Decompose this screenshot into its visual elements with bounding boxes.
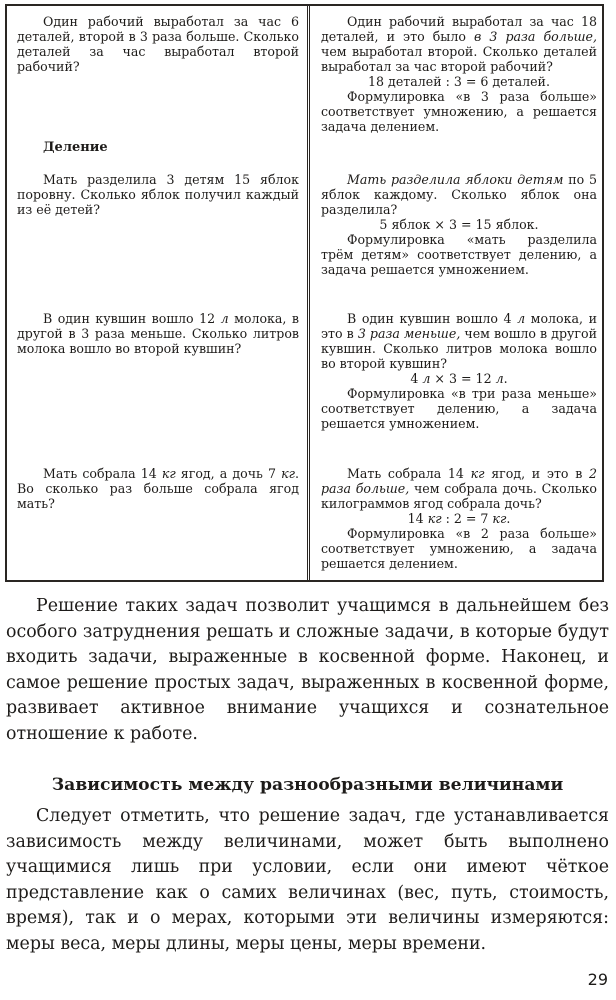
left-cell-1-text: Один рабочий выработал за час 6 деталей, второй в 3 раза больше. Сколько деталей за час выработал второй рабочий? bbox=[17, 14, 299, 74]
division-heading: Деление bbox=[43, 140, 108, 155]
right-cell-1 bbox=[321, 14, 597, 134]
right-cell-1-calc: 18 деталей : 3 = 6 деталей. bbox=[368, 74, 550, 89]
page-number: 29 bbox=[587, 970, 608, 989]
right-cell-4-note: Формулировка «в 2 раза больше» соответствует умножению, а задача решается делением. bbox=[321, 526, 597, 571]
right-cell-1-problem: Один рабочий выработал за час 18 деталей, и это было в 3 раза больше, чем выработал второй. Сколько деталей выработал за час второй рабочий? bbox=[321, 14, 597, 74]
right-cell-1-note: Формулировка «в 3 раза больше» соответствует умножению, а решается задача делением. bbox=[321, 89, 597, 134]
left-cell-4 bbox=[17, 466, 299, 511]
right-cell-2-note: Формулировка «мать разделила трём детям» соответствует делению, а задача решается умножением. bbox=[321, 232, 597, 277]
right-cell-4-problem: Мать собрала 14 кг ягод, и это в 2 раза больше, чем собрала дочь. Сколько килограммов ягод собрала дочь? bbox=[321, 466, 598, 511]
right-cell-4-calc: 14 кг : 2 = 7 кг. bbox=[407, 511, 511, 526]
column-divider bbox=[307, 6, 310, 580]
right-cell-2-calc: 5 яблок × 3 = 15 яблок. bbox=[379, 217, 539, 232]
body-paragraph-1: Решение таких задач позволит учащимся в дальнейшем без особого затруднения решать и сложные задачи, в которые будут входить задачи, выраженные в косвенной форме. Наконец, и самое решение простых задач, выраженных в косвенной форме, развивает активное внимание учащихся и сознательное отношение к работе. bbox=[6, 596, 609, 744]
left-cell-2-text: Мать разделила 3 детям 15 яблок поровну. Сколько яблок получил каждый из её детей? bbox=[17, 172, 299, 217]
right-cell-3-calc: 4 л × 3 = 12 л. bbox=[410, 371, 508, 386]
left-cell-2 bbox=[17, 172, 299, 217]
right-cell-2 bbox=[321, 172, 597, 277]
right-cell-3-note: Формулировка «в три раза меньше» соответствует делению, а задача решается умножением. bbox=[321, 386, 597, 431]
left-cell-3 bbox=[17, 311, 299, 356]
left-cell-4-text: Мать собрала 14 кг ягод, а дочь 7 кг. Во сколько раз больше собрала ягод мать? bbox=[17, 466, 299, 511]
right-cell-4 bbox=[321, 466, 597, 571]
right-cell-3 bbox=[321, 311, 597, 431]
right-cell-3-problem: В один кувшин вошло 4 л молока, и это в 3 раза меньше, чем вошло в другой кувшин. Сколько литров молока вошло во второй кувшин? bbox=[321, 311, 597, 371]
section-heading: Зависимость между разнообразными величинами bbox=[51, 775, 564, 795]
left-cell-3-text: В один кувшин вошло 12 л молока, в другой в 3 раза меньше. Сколько литров молока вошло во второй кувшин? bbox=[17, 311, 299, 356]
body-paragraph-2: Следует отметить, что решение задач, где устанавливается зависимость между величинами, может быть выполнено учащимися лишь при условии, если они имеют чёткое представление как о самих величинах (вес, путь, стоимость, время), так и о мерах, которыми эти величины измеряются: меры веса, меры длины, меры цены, меры времени. bbox=[6, 806, 609, 954]
problem-table bbox=[5, 4, 604, 582]
right-cell-2-problem: Мать разделила яблоки детям по 5 яблок каждому. Сколько яблок она разделила? bbox=[321, 172, 598, 217]
left-cell-1 bbox=[17, 14, 299, 74]
